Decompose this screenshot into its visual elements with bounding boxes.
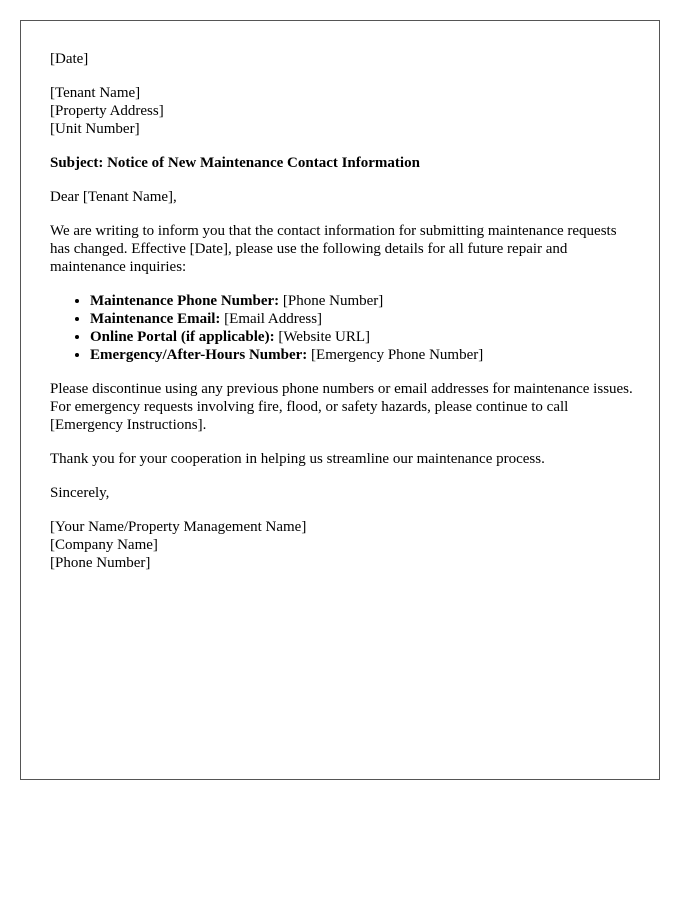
closing: Sincerely, bbox=[50, 485, 110, 501]
contact-label: Maintenance Email: bbox=[90, 311, 221, 327]
recipient-unit: [Unit Number] bbox=[50, 121, 140, 137]
list-item bbox=[90, 328, 640, 346]
letter-body bbox=[50, 50, 640, 588]
subject-line: Subject: Notice of New Maintenance Contact Information bbox=[50, 155, 420, 171]
contact-value: [Email Address] bbox=[220, 311, 323, 327]
discontinue-paragraph: Please discontinue using any previous phone numbers or email addresses for maintenance issues. For emergency requests involving fire, flood, or safety hazards, please continue to call [Emergency Instructions]. bbox=[50, 381, 633, 433]
list-item bbox=[90, 292, 640, 310]
list-item bbox=[90, 346, 640, 364]
contact-label: Maintenance Phone Number: bbox=[90, 293, 280, 309]
signature-company: [Company Name] bbox=[50, 537, 158, 553]
list-item bbox=[90, 310, 640, 328]
letter-frame bbox=[20, 20, 660, 780]
salutation: Dear [Tenant Name], bbox=[50, 189, 177, 205]
recipient-block bbox=[50, 84, 640, 138]
contact-value: [Phone Number] bbox=[279, 293, 384, 309]
contact-value: [Emergency Phone Number] bbox=[307, 347, 484, 363]
signature-name: [Your Name/Property Management Name] bbox=[50, 519, 307, 535]
contact-value: [Website URL] bbox=[274, 329, 371, 345]
thanks-paragraph: Thank you for your cooperation in helping us streamline our maintenance process. bbox=[50, 451, 545, 467]
contact-label: Online Portal (if applicable): bbox=[90, 329, 275, 345]
letter-date: [Date] bbox=[50, 51, 89, 67]
intro-paragraph: We are writing to inform you that the contact information for submitting maintenance requests has changed. Effective [Date], please use the following details for all future repair and maintenance inquiries: bbox=[50, 223, 617, 275]
recipient-name: [Tenant Name] bbox=[50, 85, 141, 101]
signature-block bbox=[50, 518, 640, 572]
recipient-address: [Property Address] bbox=[50, 103, 164, 119]
signature-phone: [Phone Number] bbox=[50, 555, 151, 571]
contact-label: Emergency/After-Hours Number: bbox=[90, 347, 308, 363]
contact-list bbox=[50, 292, 640, 364]
